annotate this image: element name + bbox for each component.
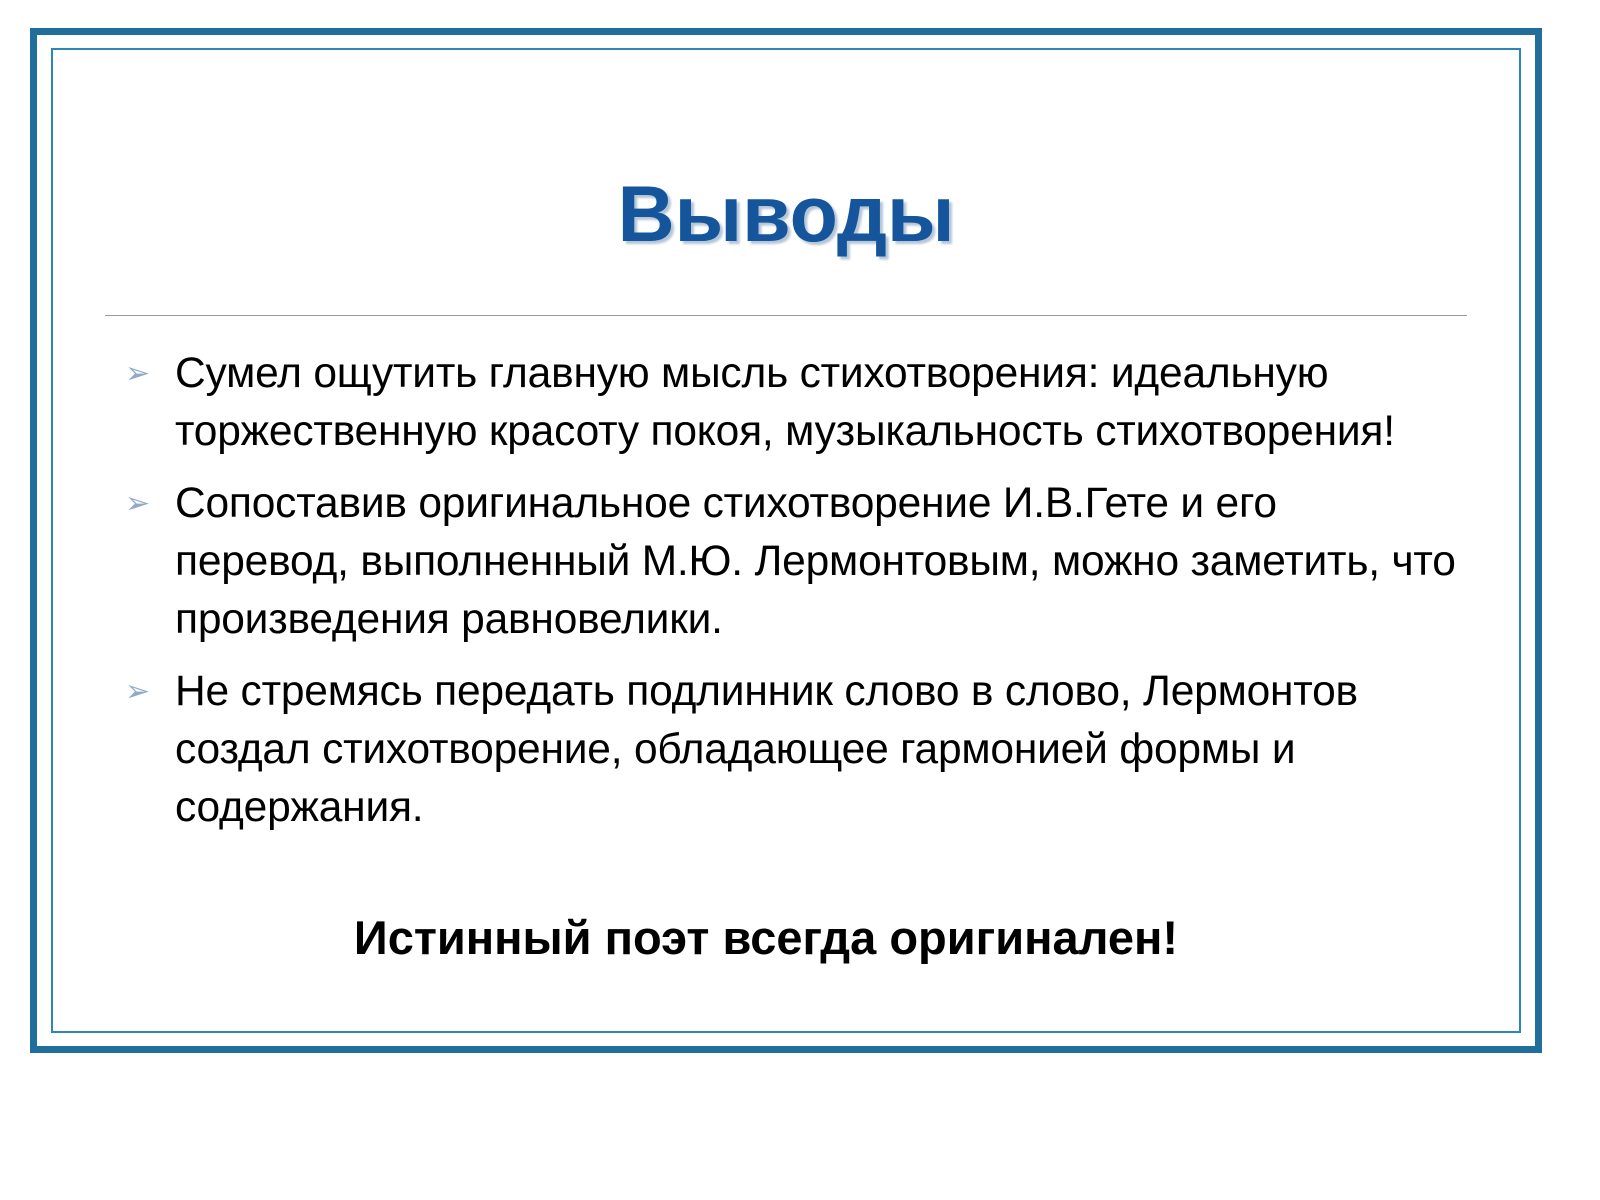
page-title: Выводы <box>617 169 955 258</box>
list-item-text: Сопоставив оригинальное стихотворение И.В.Гете и его перевод, выполненный М.Ю. Лермонтовым, можно заметить, что произведения равновелики. <box>175 480 1456 643</box>
closing-statement: Истинный поэт всегда оригинален! <box>353 911 1179 964</box>
arrow-bullet-icon: ➢ <box>125 357 151 390</box>
list-item <box>113 663 1459 837</box>
title-divider <box>105 315 1467 316</box>
slide-frame-outer <box>30 28 1542 1053</box>
arrow-bullet-icon: ➢ <box>125 487 151 520</box>
list-item <box>113 345 1459 461</box>
slide-frame-inner <box>51 48 1521 1033</box>
slide-content <box>53 50 1519 1031</box>
list-item-text: Сумел ощутить главную мысль стихотворения: идеальную торжественную красоту покоя, музыкальность стихотворения! <box>175 350 1395 455</box>
list-item <box>113 475 1459 649</box>
list-item-text: Не стремясь передать подлинник слово в слово, Лермонтов создал стихотворение, обладающее гармонией формы и содержания. <box>175 668 1358 831</box>
arrow-bullet-icon: ➢ <box>125 675 151 708</box>
bullet-list <box>113 345 1459 851</box>
